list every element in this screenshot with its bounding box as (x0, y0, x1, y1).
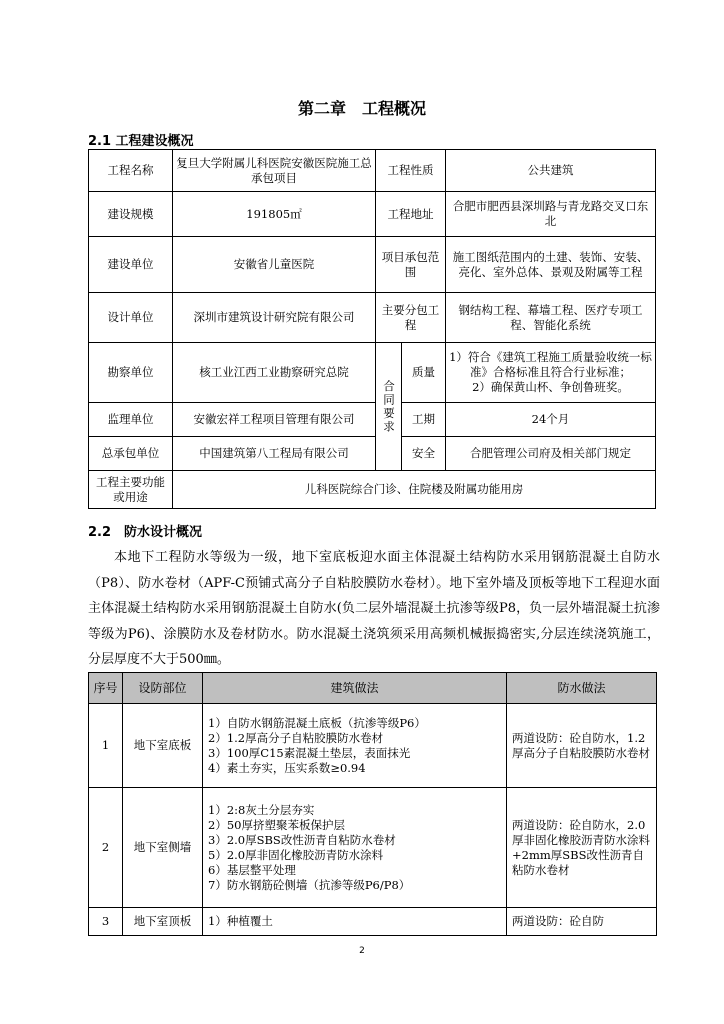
section-heading-2-2: 2.2 防水设计概况 (88, 525, 203, 540)
design-label: 设计单位 (89, 293, 173, 343)
method-line: 1）自防水钢筋混凝土底板（抗渗等级P6） (208, 715, 426, 730)
function-label: 工程主要功能或用途 (89, 471, 173, 509)
duration-value: 24个月 (446, 403, 656, 437)
method-line: 4）素土夯实，压实系数≥0.94 (208, 760, 366, 775)
safety-label: 安全 (402, 437, 446, 471)
row-part: 地下室底板 (123, 704, 203, 788)
subcontract-value: 钢结构工程、幕墙工程、医疗专项工程、智能化系统 (446, 293, 656, 343)
quality-value-line-2: 2）确保黄山杯、争创鲁班奖。 (472, 380, 629, 394)
method-line: 5）2.0厚非固化橡胶沥青防水涂料 (208, 847, 384, 862)
section-heading-2-1: 2.1 工程建设概况 (88, 134, 194, 149)
project-nature-value: 公共建筑 (446, 150, 656, 192)
survey-label: 勘察单位 (89, 343, 173, 403)
method-line: 2）50厚挤塑聚苯板保护层 (208, 817, 345, 832)
subcontract-label: 主要分包工程 (376, 293, 446, 343)
project-name-label: 工程名称 (89, 150, 173, 192)
row-methods (203, 704, 507, 788)
row-methods (203, 788, 507, 908)
owner-value: 安徽省儿童医院 (173, 237, 376, 293)
quality-value-line-1: 1）符合《建筑工程施工质量验收统一标准》合格标准且符合行业标准； (449, 350, 652, 379)
scale-label: 建设规模 (89, 192, 173, 237)
row-part: 地下室顶板 (123, 908, 203, 936)
project-name-value: 复旦大学附属儿科医院安徽医院施工总承包项目 (173, 150, 376, 192)
waterproof-paragraph: 本地下工程防水等级为一级，地下室底板迎水面主体混凝土结构防水采用钢筋混凝土自防水（P8）、防水卷材（APF-C预铺式高分子自粘胶膜防水卷材）。地下室外墙及顶板等地下工程迎水面主体混凝土结构防水采用钢筋混凝土自防水(负二层外墙混凝土抗渗等级P8，负一层外墙混凝土抗渗等级为P6)、涂膜防水及卷材防水。防水混凝土浇筑须采用高频机械振捣密实,分层连续浇筑施工，分层厚度不大于500㎜。 (88, 550, 660, 667)
contract-scope-label: 项目承包范围 (376, 237, 446, 293)
row-waterproof: 两道设防：砼自防 (507, 908, 657, 936)
row-waterproof: 两道设防：砼自防水，1.2厚高分子自粘胶膜防水卷材 (507, 704, 657, 788)
quality-label: 质量 (402, 343, 446, 403)
quality-value (446, 343, 656, 403)
design-value: 深圳市建筑设计研究院有限公司 (173, 293, 376, 343)
row-waterproof: 两道设防：砼自防水，2.0厚非固化橡胶沥青防水涂料+2mm厚SBS改性沥青自粘防水卷材 (507, 788, 657, 908)
header-methods: 建筑做法 (203, 673, 507, 704)
table-row (89, 908, 657, 936)
header-no: 序号 (89, 673, 123, 704)
page-number: 2 (359, 946, 365, 956)
row-no: 3 (89, 908, 123, 936)
waterproof-table (88, 672, 657, 936)
header-part: 设防部位 (123, 673, 203, 704)
table-row (89, 788, 657, 908)
page-title: 第二章 工程概况 (297, 99, 426, 118)
row-part: 地下室侧墙 (123, 788, 203, 908)
method-line: 7）防水钢筋砼侧墙（抗渗等级P6/P8） (208, 877, 411, 892)
method-line: 6）基层整平处理 (208, 862, 296, 877)
project-overview-table (88, 149, 656, 509)
safety-value: 合肥管理公司府及相关部门规定 (446, 437, 656, 471)
method-line: 2）1.2厚高分子自粘胶膜防水卷材 (208, 730, 384, 745)
supervision-label: 监理单位 (89, 403, 173, 437)
table-row (89, 704, 657, 788)
survey-value: 核工业江西工业勘察研究总院 (173, 343, 376, 403)
contract-scope-value: 施工图纸范围内的土建、装饰、安装、亮化、室外总体、景观及附属等工程 (446, 237, 656, 293)
method-line: 1）种植覆土 (208, 914, 273, 928)
contract-req-label: 合同要求 (376, 343, 402, 471)
method-line: 3）2.0厚SBS改性沥青自粘防水卷材 (208, 832, 396, 847)
duration-label: 工期 (402, 403, 446, 437)
row-no: 1 (89, 704, 123, 788)
gc-value: 中国建筑第八工程局有限公司 (173, 437, 376, 471)
owner-label: 建设单位 (89, 237, 173, 293)
address-label: 工程地址 (376, 192, 446, 237)
scale-value: 191805㎡ (173, 192, 376, 237)
method-line: 3）100厚C15素混凝土垫层，表面抹光 (208, 745, 411, 760)
project-nature-label: 工程性质 (376, 150, 446, 192)
header-waterproof: 防水做法 (507, 673, 657, 704)
gc-label: 总承包单位 (89, 437, 173, 471)
supervision-value: 安徽宏祥工程项目管理有限公司 (173, 403, 376, 437)
row-no: 2 (89, 788, 123, 908)
address-value: 合肥市肥西县深圳路与青龙路交叉口东北 (446, 192, 656, 237)
row-methods (203, 908, 507, 936)
function-value: 儿科医院综合门诊、住院楼及附属功能用房 (173, 471, 656, 509)
method-line: 1）2:8灰土分层夯实 (208, 802, 315, 817)
